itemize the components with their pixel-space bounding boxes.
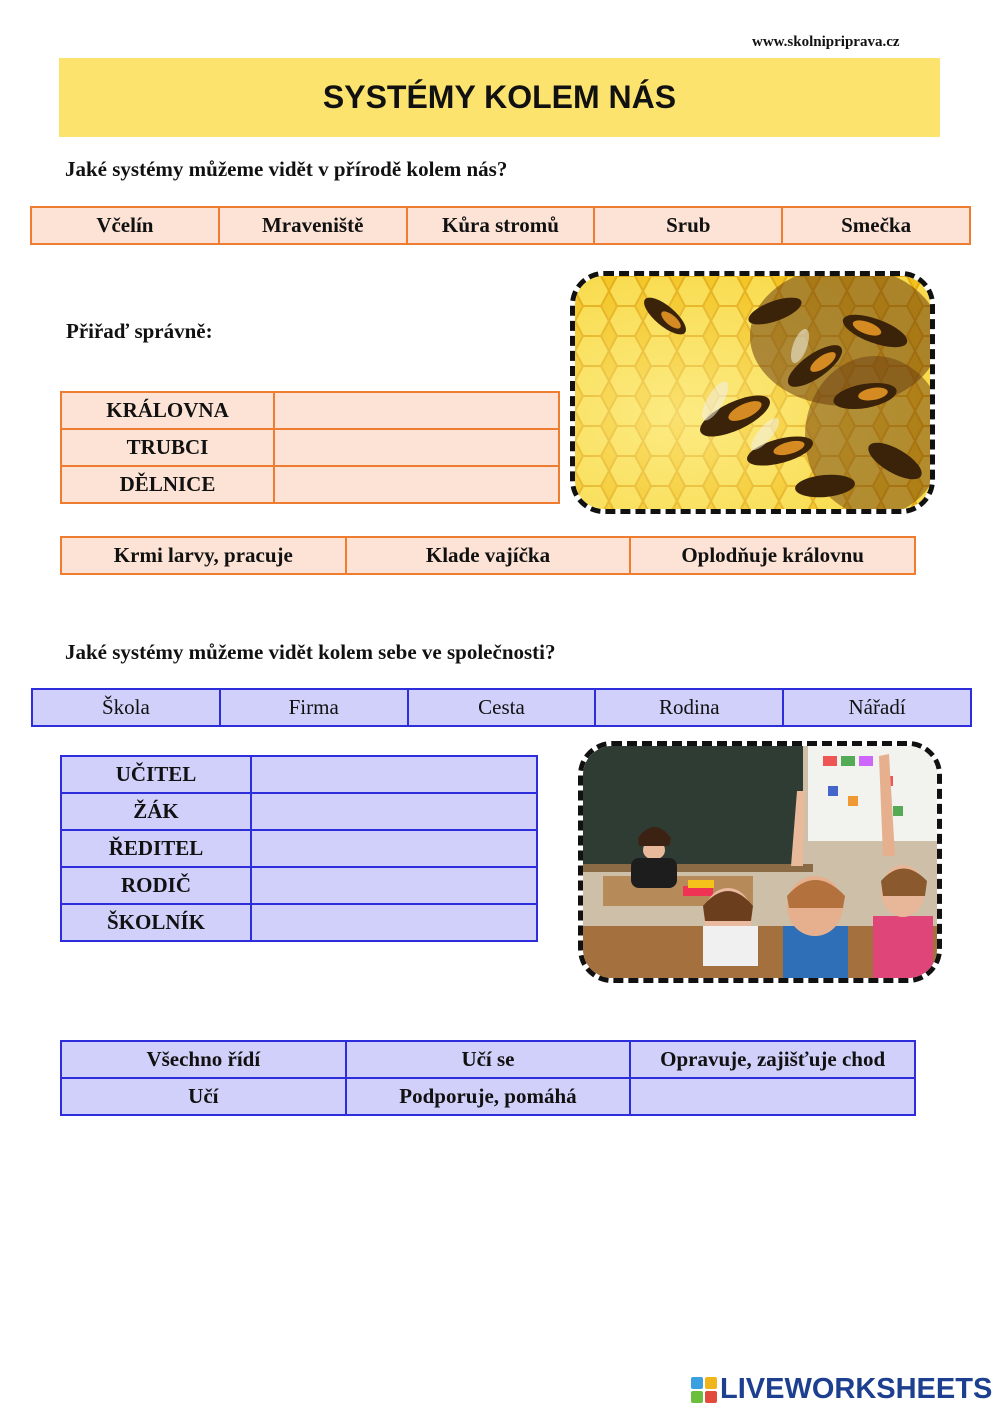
role-label: ŘEDITEL — [61, 830, 251, 867]
role-label: UČITEL — [61, 756, 251, 793]
nature-options-table — [30, 206, 971, 245]
role-answer-slot[interactable] — [251, 867, 537, 904]
society-option[interactable]: Cesta — [408, 689, 596, 726]
role-answer-slot[interactable] — [251, 904, 537, 941]
classroom-illustration — [583, 746, 937, 978]
bee-answers-table — [60, 536, 916, 575]
liveworksheets-brand — [691, 1373, 992, 1406]
answer-chip-empty[interactable] — [630, 1078, 915, 1115]
school-roles-table — [60, 755, 538, 942]
bees-illustration — [575, 276, 930, 509]
answer-chip[interactable]: Všechno řídí — [61, 1041, 346, 1078]
answer-chip[interactable]: Učí — [61, 1078, 346, 1115]
role-label: ŽÁK — [61, 793, 251, 830]
match-prompt: Přiřaď správně: — [66, 319, 213, 343]
nature-question: Jaké systémy můžeme vidět v přírodě kolem nás? — [65, 157, 508, 181]
society-question: Jaké systémy můžeme vidět kolem sebe ve společnosti? — [65, 640, 556, 664]
society-option[interactable]: Firma — [220, 689, 408, 726]
role-label: TRUBCI — [61, 429, 274, 466]
nature-option[interactable]: Smečka — [782, 207, 970, 244]
role-answer-slot[interactable] — [251, 793, 537, 830]
society-option[interactable]: Rodina — [595, 689, 783, 726]
answer-chip[interactable]: Podporuje, pomáhá — [346, 1078, 631, 1115]
nature-option[interactable]: Včelín — [31, 207, 219, 244]
liveworksheets-logo-icon — [691, 1377, 717, 1403]
society-options-table — [31, 688, 972, 727]
role-label: ŠKOLNÍK — [61, 904, 251, 941]
brand-text: LIVEWORKSHEETS — [720, 1373, 993, 1405]
school-answers-table — [60, 1040, 916, 1116]
role-answer-slot[interactable] — [274, 466, 559, 503]
website-url: www.skolnipriprava.cz — [752, 34, 900, 50]
answer-chip[interactable]: Klade vajíčka — [346, 537, 631, 574]
answer-chip[interactable]: Učí se — [346, 1041, 631, 1078]
answer-chip[interactable]: Opravuje, zajišťuje chod — [630, 1041, 915, 1078]
answer-chip[interactable]: Oplodňuje královnu — [630, 537, 915, 574]
role-answer-slot[interactable] — [251, 830, 537, 867]
nature-option[interactable]: Mraveniště — [219, 207, 407, 244]
page-title: SYSTÉMY KOLEM NÁS — [59, 58, 940, 137]
bee-roles-table — [60, 391, 560, 504]
nature-option[interactable]: Kůra stromů — [407, 207, 595, 244]
role-answer-slot[interactable] — [274, 392, 559, 429]
bees-photo — [570, 271, 935, 514]
role-answer-slot[interactable] — [274, 429, 559, 466]
society-option[interactable]: Nářadí — [783, 689, 971, 726]
classroom-photo — [578, 741, 942, 983]
role-answer-slot[interactable] — [251, 756, 537, 793]
answer-chip[interactable]: Krmi larvy, pracuje — [61, 537, 346, 574]
role-label: KRÁLOVNA — [61, 392, 274, 429]
role-label: RODIČ — [61, 867, 251, 904]
role-label: DĚLNICE — [61, 466, 274, 503]
society-option[interactable]: Škola — [32, 689, 220, 726]
nature-option[interactable]: Srub — [594, 207, 782, 244]
